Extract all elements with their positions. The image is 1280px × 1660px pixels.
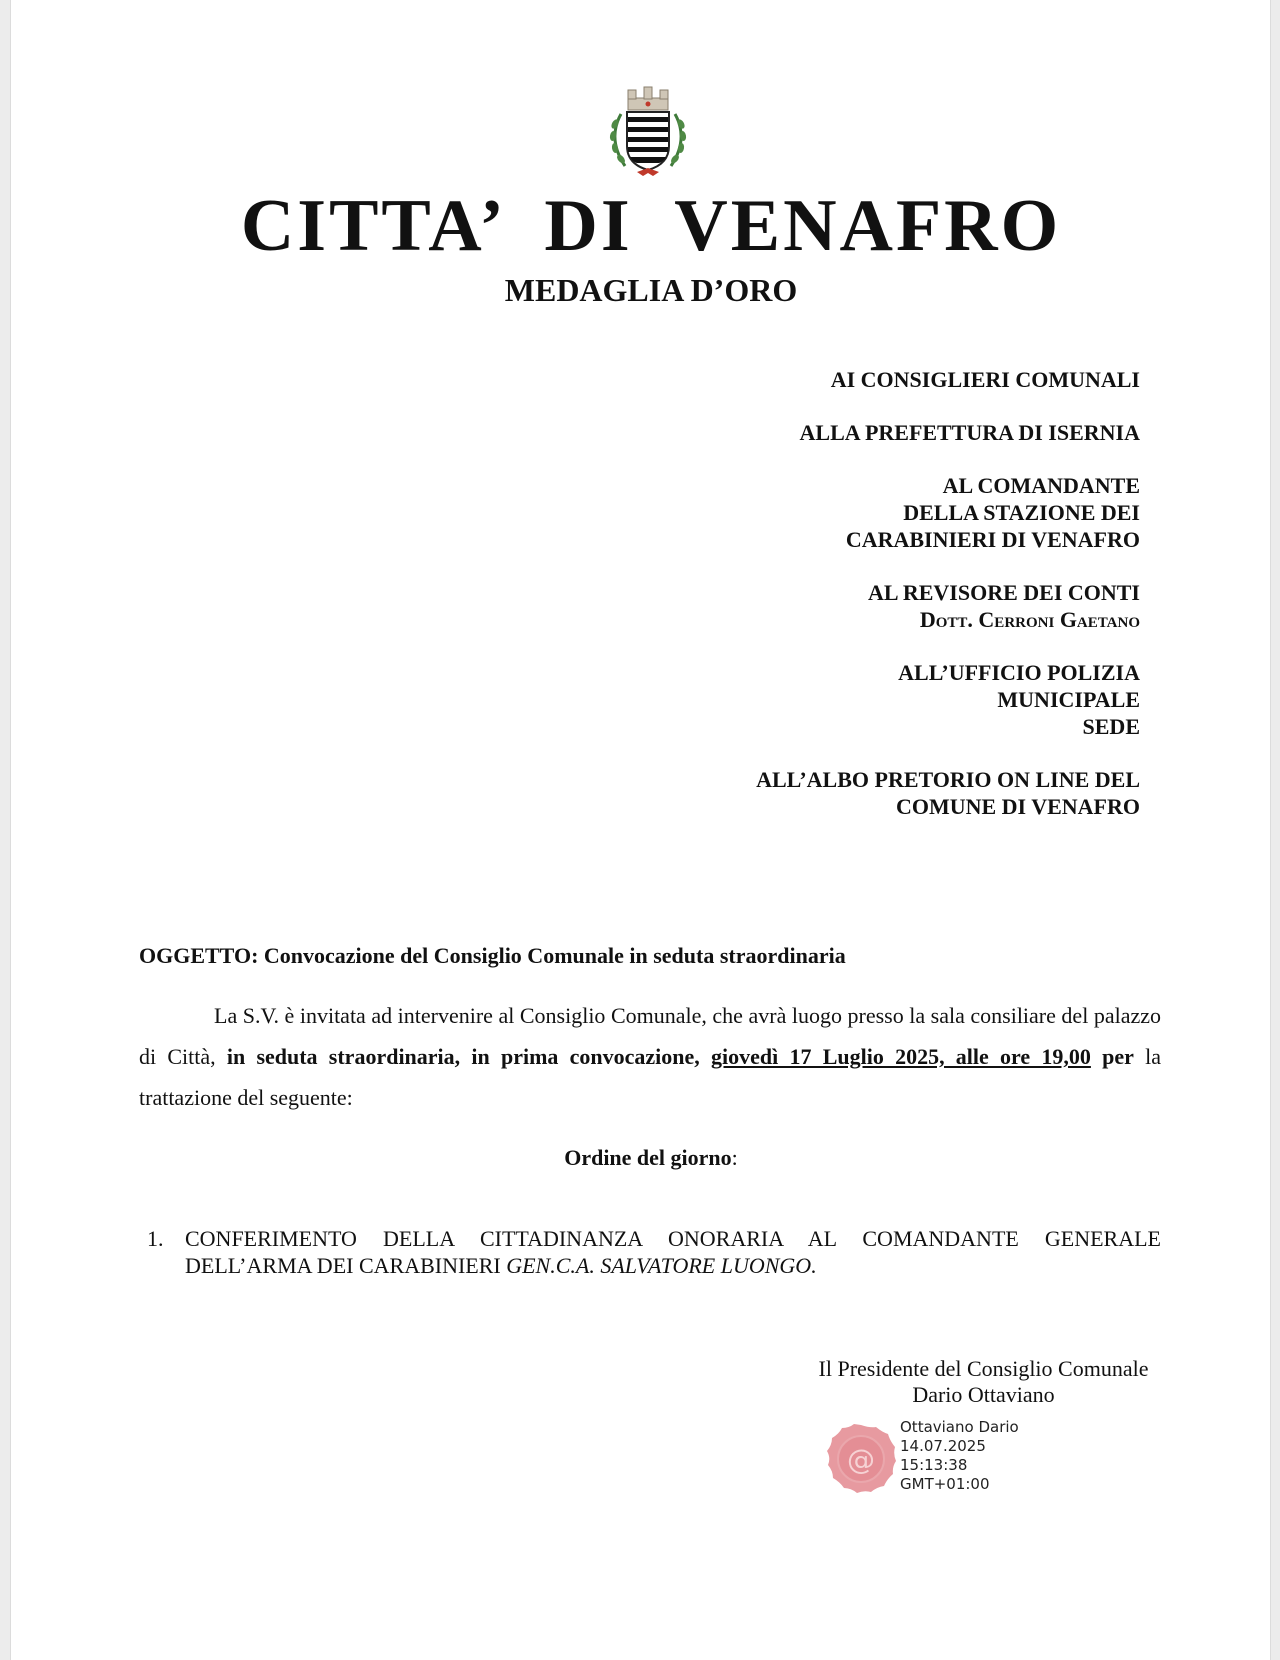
recipient-line: AL REVISORE DEI CONTI [867,580,1140,605]
recipient-line: ALL’UFFICIO POLIZIA [898,660,1140,685]
recipient-line: SEDE [1082,714,1140,739]
agenda-item-honoree: GEN.C.A. SALVATORE LUONGO. [506,1253,817,1278]
agenda-title-colon: : [731,1145,738,1170]
recipient-block [620,366,1140,393]
subject-label: OGGETTO: [139,943,259,968]
page-subtitle: MEDAGLIA D’ORO [504,272,798,308]
recipient-line: MUNICIPALE [997,687,1140,712]
digital-signature-time: 15:13:38 [900,1456,968,1474]
digital-signature-date: 14.07.2025 [900,1437,986,1455]
recipient-line: Dott. Cerroni Gaetano [919,607,1140,632]
recipient-line: CARABINIERI DI VENAFRO [845,527,1140,552]
recipient-block [620,579,1140,633]
meeting-date: giovedì 17 Luglio 2025, alle ore 19,00 [711,1044,1091,1069]
agenda-item [139,1225,1161,1279]
recipient-block [620,419,1140,446]
svg-text:@: @ [847,1443,875,1476]
recipient-block [620,472,1140,553]
recipient-line: COMUNE DI VENAFRO [895,794,1140,819]
body-intro: La S.V. è invitata ad intervenire al Consiglio Comunale, che avrà luogo presso la sala consiliare del palazzo di Città, [139,1003,1161,1069]
signature-role: Il Presidente del Consiglio Comunale [818,1356,1149,1381]
recipient-block [620,659,1140,740]
digital-signature-name: Ottaviano Dario [900,1418,1019,1436]
agenda-item-number: 1. [147,1226,164,1251]
body-paragraph [139,995,1161,1118]
recipient-line: DELLA STAZIONE DEI [903,500,1140,525]
wax-seal-icon [824,1422,898,1496]
agenda-item-text [185,1225,1161,1279]
recipient-line: AL COMANDANTE [942,473,1140,498]
page-title: CITTA’ DI VENAFRO [240,185,1062,267]
recipient-line: AI CONSIGLIERI COMUNALI [830,367,1140,392]
agenda-title-text: Ordine del giorno [564,1145,732,1170]
recipient-line: ALL’ALBO PRETORIO ON LINE DEL [756,767,1140,792]
document-page [10,0,1271,1660]
agenda-list [139,1225,1161,1279]
digital-signature-timezone: GMT+01:00 [900,1475,990,1493]
body-outro: la trattazione del seguente: [139,1044,1162,1110]
body-session-type: in seduta straordinaria, in prima convocazione, [226,1044,700,1069]
subject-text: Convocazione del Consiglio Comunale in seduta straordinaria [263,943,846,968]
subject-line [139,943,846,969]
recipients-list [620,366,1140,846]
recipient-line: ALLA PREFETTURA DI ISERNIA [799,420,1140,445]
signature-block [731,1356,1236,1408]
digital-signature-stamp [900,1418,1019,1494]
body-per: per [1102,1044,1134,1069]
signature-name: Dario Ottaviano [912,1382,1055,1407]
agenda-item-title: CONFERIMENTO DELLA CITTADINANZA ONORARIA AL COMANDANTE GENERALE DELL’ARMA DEI CARABINIERI [185,1226,1161,1278]
agenda-title [11,1145,1280,1171]
recipient-block [620,766,1140,820]
coat-of-arms-icon [603,84,693,180]
